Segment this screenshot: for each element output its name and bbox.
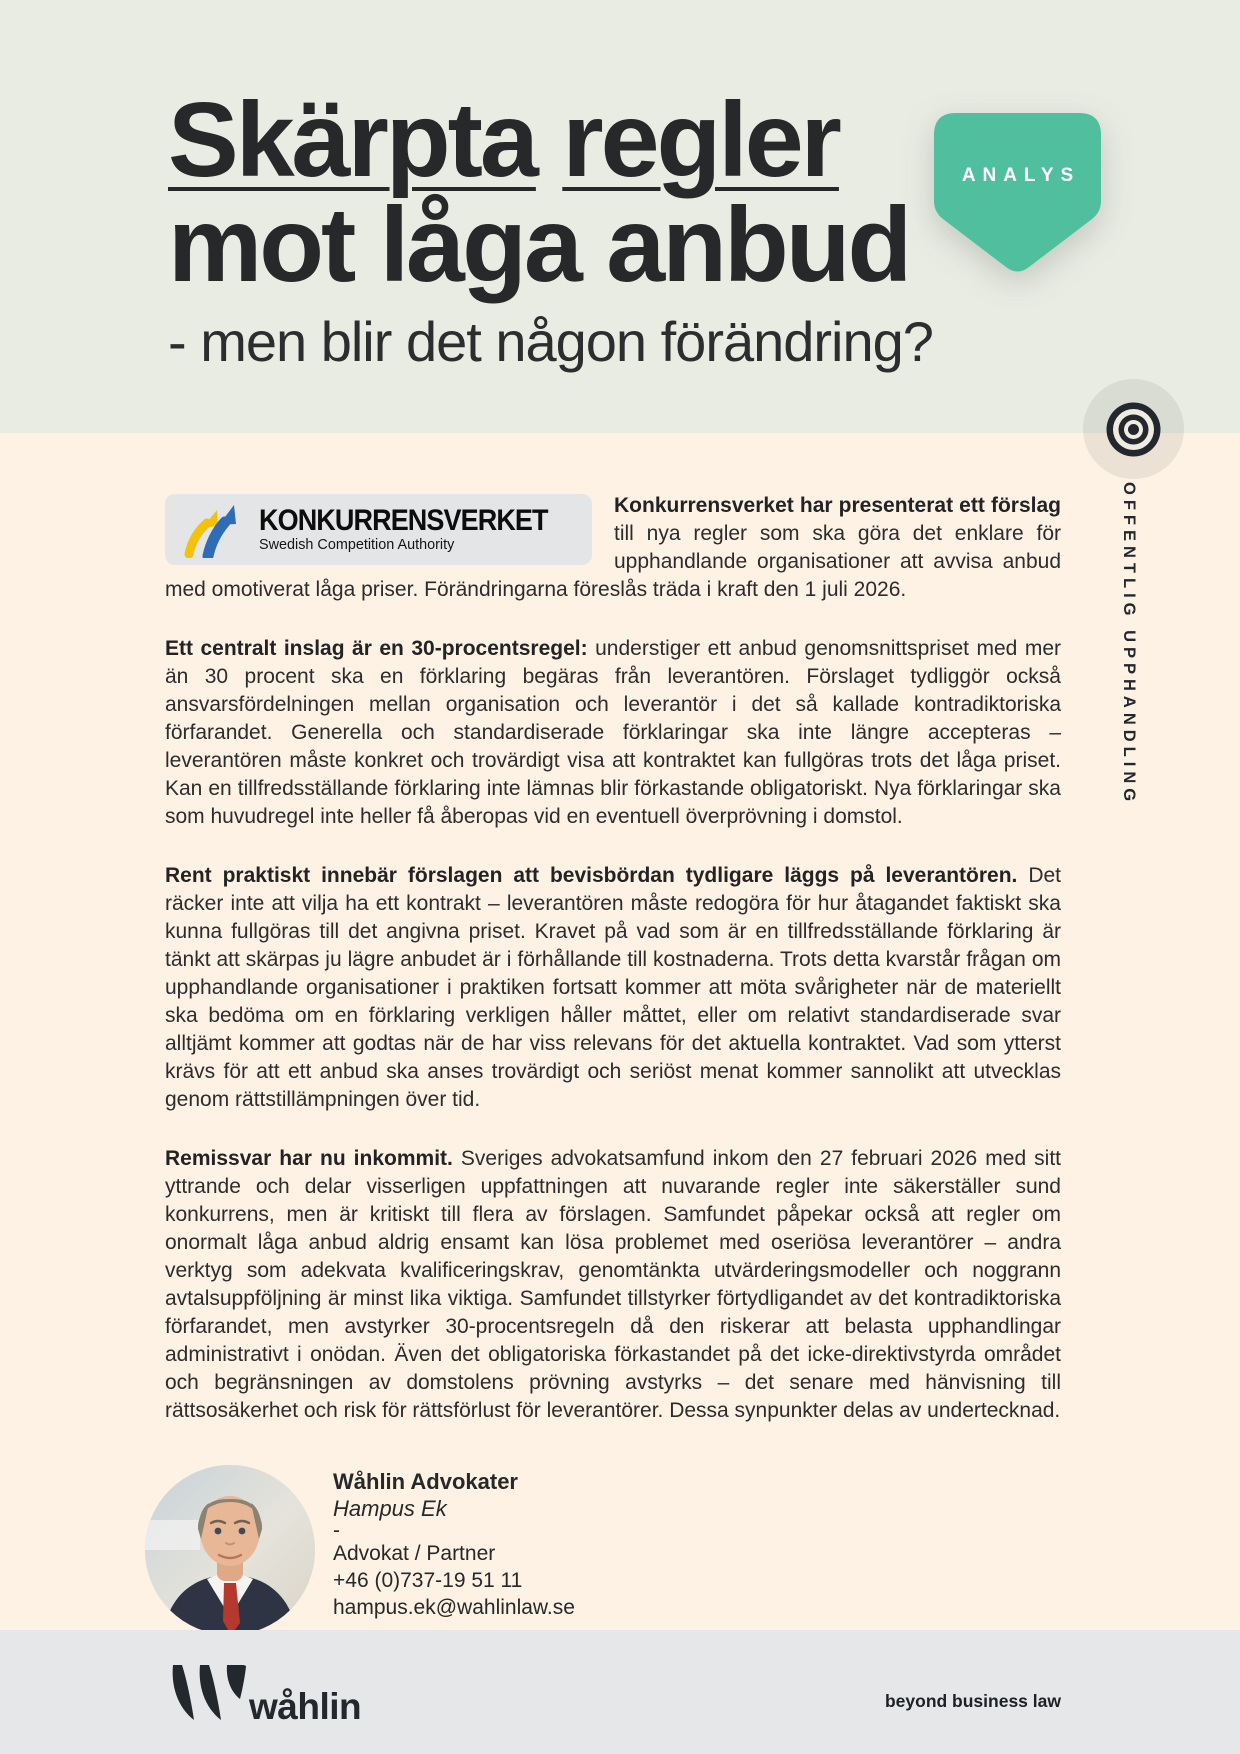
konkurrensverket-arrows-icon bbox=[181, 502, 249, 558]
author-photo bbox=[145, 1465, 315, 1635]
konkurrensverket-subtitle: Swedish Competition Authority bbox=[259, 536, 455, 553]
article-body bbox=[165, 492, 1061, 1635]
paragraph-practical-text: Det räcker inte att vilja ha ett kontrakt – leverantören måste redogöra för hur åtagandet faktiskt ska kunna fullgöras till det angivna priset. Kravet på vad som är en tillfredsställande förklaring är tänkt att skärpas ju lägre anbudet är i förhållande till kostnaderna. Trots detta kvarstår frågan om upphandlande organisationer i praktiken fortsatt kommer att möta svårigheter när de materiellt ska bedöma om en förklaring verkligen håller måttet, eller om relativt standardiserade svar alltjämt kommer att godtas när de har viss relevans för det aktuella kontraktet. Vad som ytterst krävs för att ett anbud ska anses trovärdigt och seriöst menat kommer sannolikt att utvecklas genom rättstillämpningen över tid. bbox=[165, 864, 1061, 1111]
author-info bbox=[333, 1465, 575, 1635]
footer-tagline: beyond business law bbox=[884, 1690, 1061, 1711]
paragraph-30-percent-text: understiger ett anbud genomsnittspriset med mer än 30 procent ska en förklaring begäras från leverantören. Förslaget tydliggör också ansvarsfördelningen mellan organisation och leverantör i det så kallade kontradiktoriska förfarandet. Generella och standardiserade förklaringar ska inte längre accepteras – leverantören måste konkret och trovärdigt visa att kontraktet kan fullgöras trots det låga priset. Kan en tillfredsställande förklaring inte lämnas blir förkastande obligatoriskt. Nya förklaringar ska som huvudregel inte heller få åberopas vid en eventuell överprövning i domstol. bbox=[165, 637, 1061, 828]
paragraph-remissvar-text: Sveriges advokatsamfund inkom den 27 februari 2026 med sitt yttrande och delar visserligen uppfattningen att nuvarande regler inte säkerställer sund konkurrens, men är kritiskt till flera av förslagen. Samfundet påpekar också att regler om onormalt låga anbud aldrig ensamt kan lösa problemet med oseriösa leverantörer – andra verktyg som adekvata kvalificeringskrav, genomtänkta utvärderingsmodeller och noggrann avtalsuppföljning är minst lika viktiga. Samfundet tillstyrker förtydligandet av det kontradiktoriska förfarandet, men avstyrker 30-procentsregeln då den riskerar att belasta upphandlingar administrativt i onödan. Även det obligatoriska förkastandet på det icke-direktivstyrda området och begränsningen av domstolens prövning avstyrks – det senare med hänvisning till rättsosäkerhet och risk för rättsförlust för leverantörer. Dessa synpunkter delas av undertecknad. bbox=[165, 1147, 1061, 1422]
paragraph-remissvar-lead: Remissvar har nu inkommit. bbox=[165, 1147, 453, 1170]
page-subtitle: - men blir det någon förändring? bbox=[168, 310, 933, 373]
author-divider: - bbox=[333, 1519, 340, 1542]
author-card bbox=[165, 1465, 1061, 1635]
badge-pin-shape bbox=[934, 113, 1101, 273]
wahlin-logo bbox=[170, 1663, 362, 1727]
author-name: Hampus Ek bbox=[333, 1496, 447, 1521]
analys-badge bbox=[934, 113, 1101, 273]
konkurrensverket-logo-text bbox=[259, 506, 580, 553]
konkurrensverket-name: KONKURRENSVERKET bbox=[259, 504, 548, 537]
author-email-link[interactable]: hampus.ek@wahlinlaw.se bbox=[333, 1596, 575, 1619]
wahlin-logo-text: wåhlin bbox=[249, 1686, 362, 1727]
title-line-2: mot låga anbud bbox=[168, 186, 910, 304]
konkurrensverket-logo bbox=[165, 494, 592, 565]
bullseye-icon bbox=[1106, 402, 1161, 457]
title-word-1: Skärpta bbox=[168, 81, 536, 199]
page-title bbox=[168, 81, 933, 304]
paragraph-remissvar bbox=[165, 1145, 1061, 1425]
category-vertical-label: OFFENTLIG UPPHANDLING bbox=[1120, 482, 1138, 807]
paragraph-30-percent-lead: Ett centralt inslag är en 30-procentsregel: bbox=[165, 637, 588, 660]
badge-label: ANALYS bbox=[961, 165, 1081, 186]
title-word-2: regler bbox=[562, 81, 839, 199]
author-firm: Wåhlin Advokater bbox=[333, 1469, 518, 1494]
paragraph-intro-text: till nya regler som ska göra det enklare för upphandlande organisationer att avvisa anbud med omotiverat låga priser. Förändringarna föreslås träda i kraft den 1 juli 2026. bbox=[165, 522, 1061, 601]
author-role: Advokat / Partner bbox=[333, 1542, 496, 1565]
paragraph-30-percent-rule bbox=[165, 635, 1061, 831]
wahlin-w-icon bbox=[170, 1663, 248, 1721]
target-icon bbox=[1083, 379, 1184, 479]
footer bbox=[0, 1630, 1240, 1754]
paragraph-practical-lead: Rent praktiskt innebär förslagen att bevisbördan tydligare läggs på leverantören. bbox=[165, 864, 1018, 887]
author-portrait-image bbox=[145, 1465, 315, 1635]
paragraph-practical bbox=[165, 862, 1061, 1114]
author-phone-link[interactable]: +46 (0)737-19 51 11 bbox=[333, 1569, 523, 1592]
paragraph-intro-lead: Konkurrensverket har presenterat ett förslag bbox=[614, 494, 1061, 517]
